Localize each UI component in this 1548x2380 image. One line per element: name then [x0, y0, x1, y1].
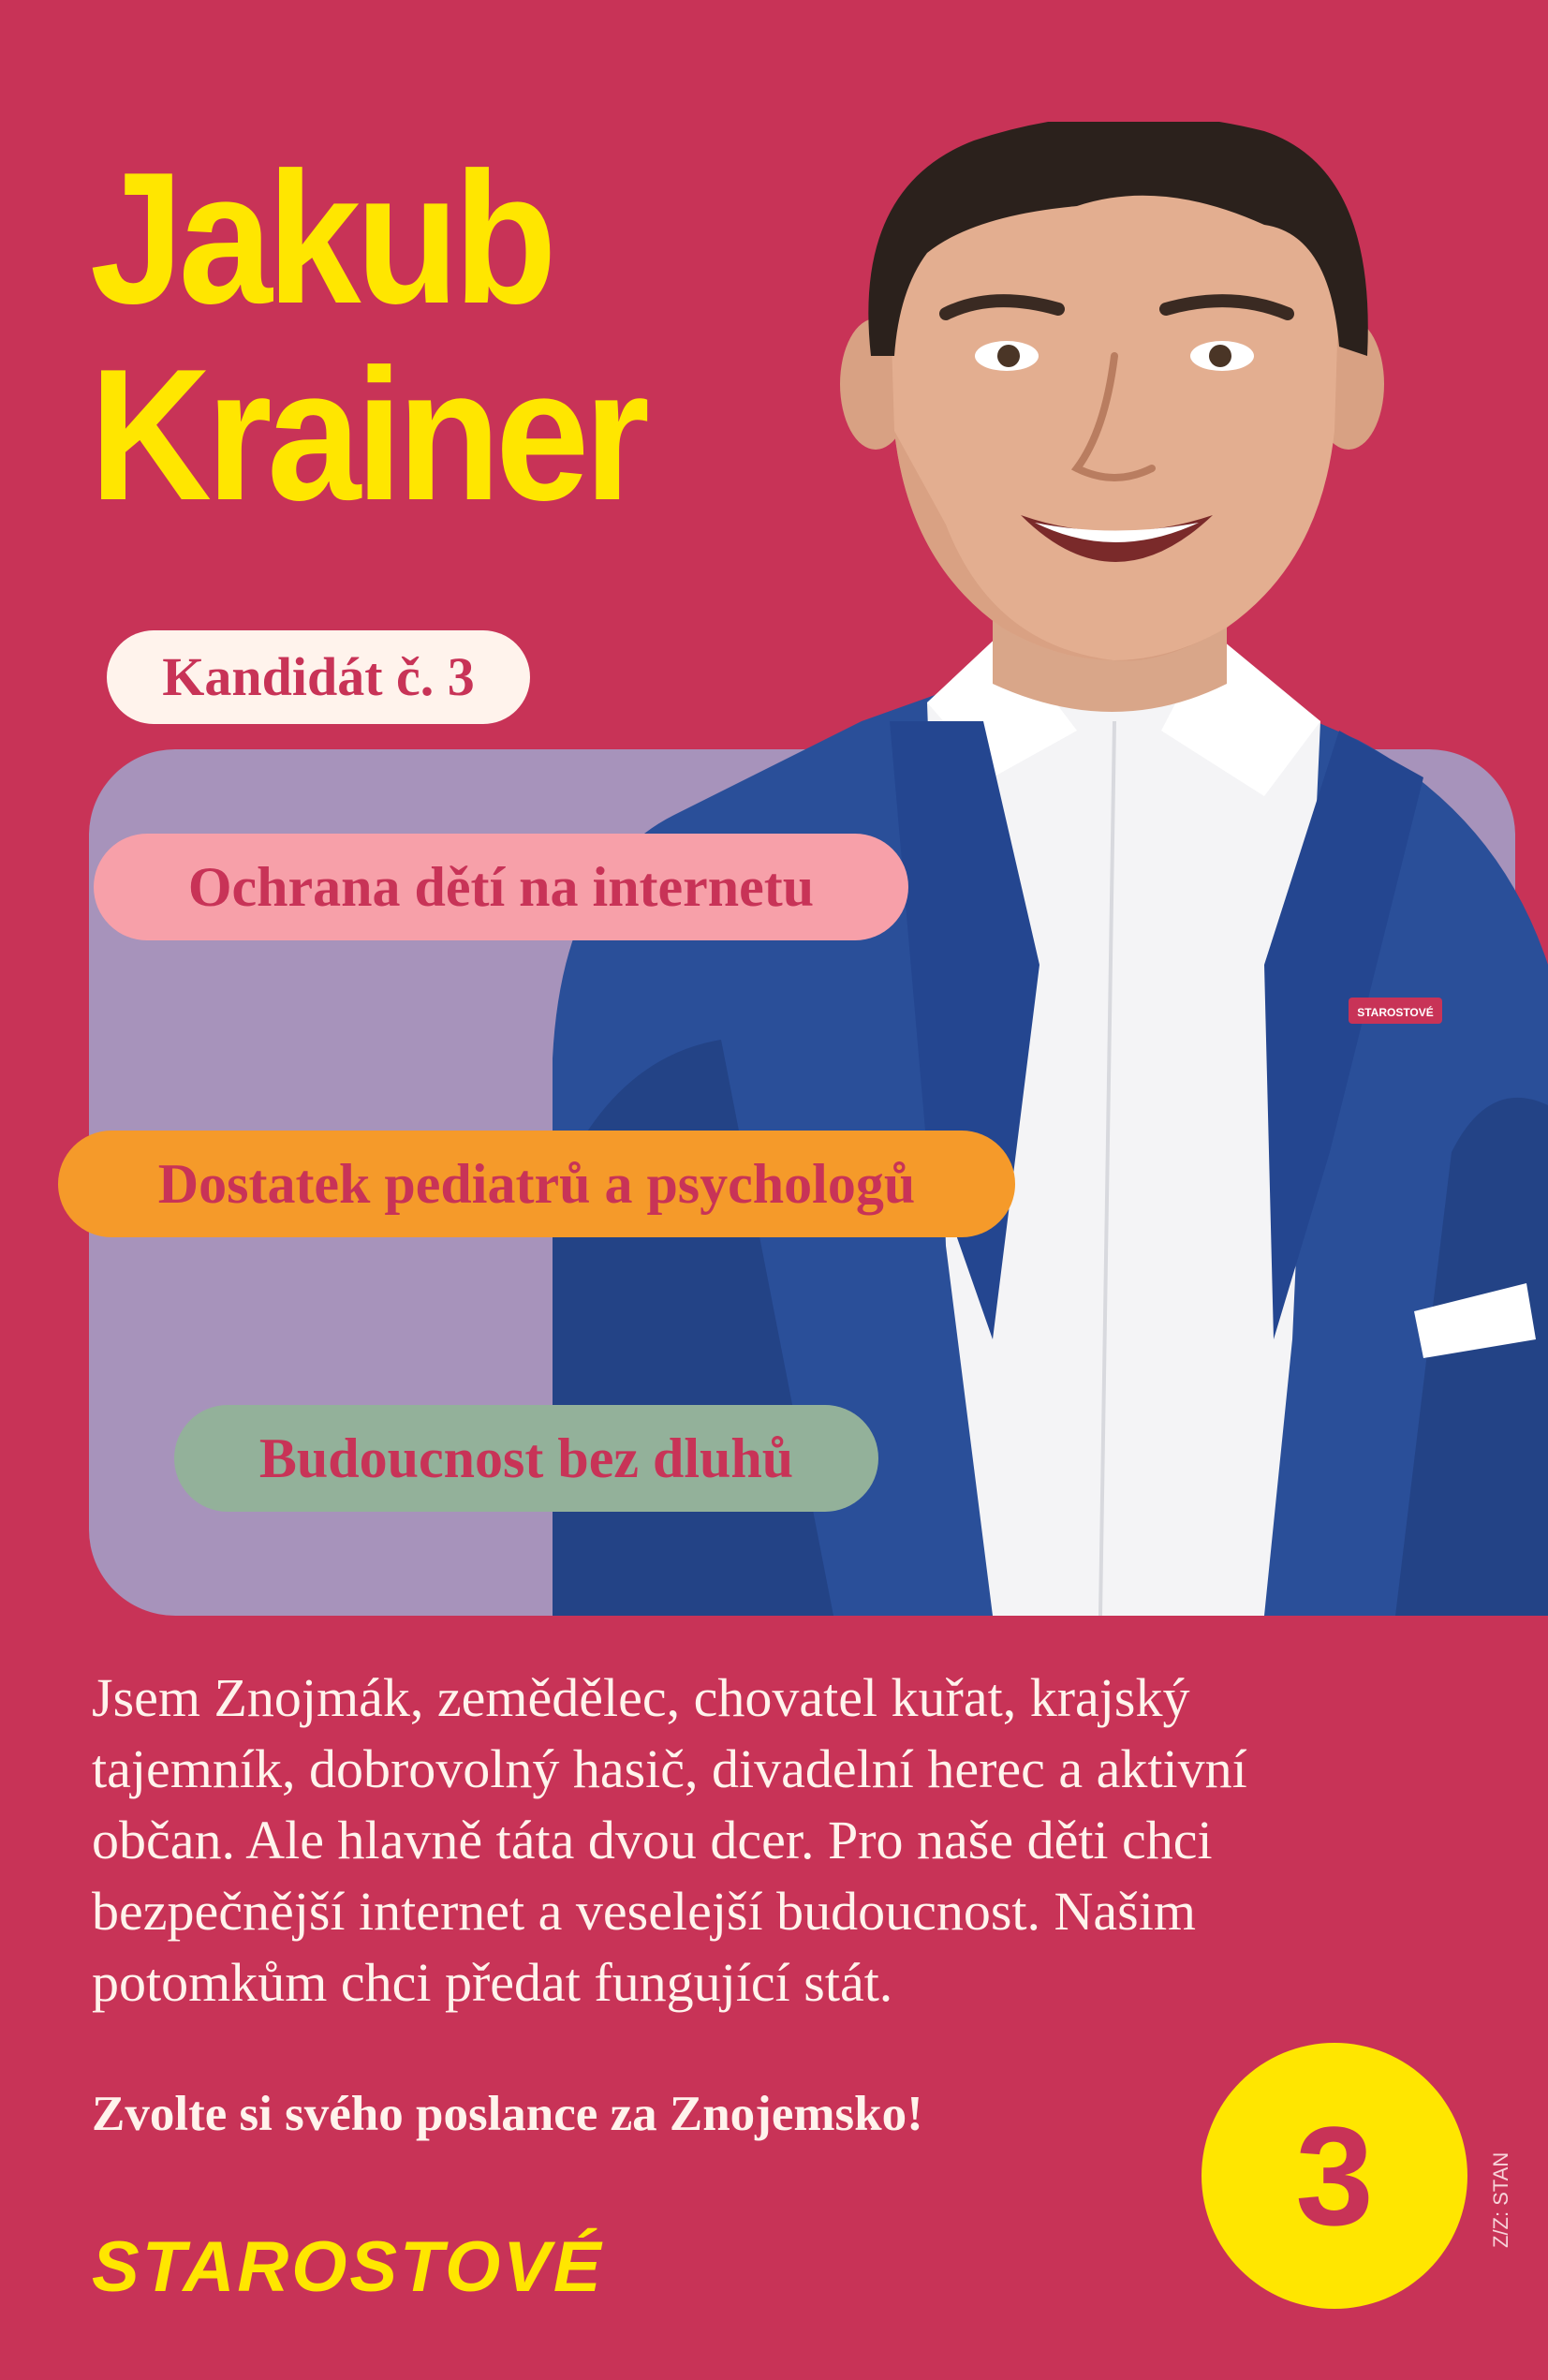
ballot-number-badge: 3 [1202, 2043, 1467, 2309]
candidate-first-name: Jakub [90, 134, 553, 343]
campaign-slogan: Zvolte si svého poslance za Znojemsko! [92, 2087, 923, 2141]
candidate-name [90, 134, 645, 540]
bio-line: potomkům chci předat fungující stát. [92, 1952, 893, 2013]
party-logo: STAROSTOVÉ [92, 2227, 604, 2307]
bio-line: Jsem Znojmák, zemědělec, chovatel kuřat, krajský [92, 1667, 1190, 1728]
candidate-bio [92, 1663, 1496, 2018]
bio-line: bezpečnější internet a veselejší budoucnost. Našim [92, 1881, 1196, 1942]
priority-pill-pediatricians: Dostatek pediatrů a psychologů [58, 1131, 1015, 1237]
candidate-last-name: Krainer [90, 331, 645, 540]
imprint-text: Z/Z: STAN [1489, 2151, 1512, 2248]
priority-pill-no-debt: Budoucnost bez dluhů [174, 1405, 878, 1512]
bio-line: občan. Ale hlavně táta dvou dcer. Pro naše děti chci [92, 1810, 1213, 1870]
candidate-number-label: Kandidát č. 3 [107, 630, 530, 724]
bio-line: tajemník, dobrovolný hasič, divadelní herec a aktivní [92, 1738, 1247, 1799]
svg-text:STAROSTOVÉ: STAROSTOVÉ [1357, 1006, 1434, 1019]
priority-pill-children-online: Ochrana dětí na internetu [94, 834, 908, 940]
